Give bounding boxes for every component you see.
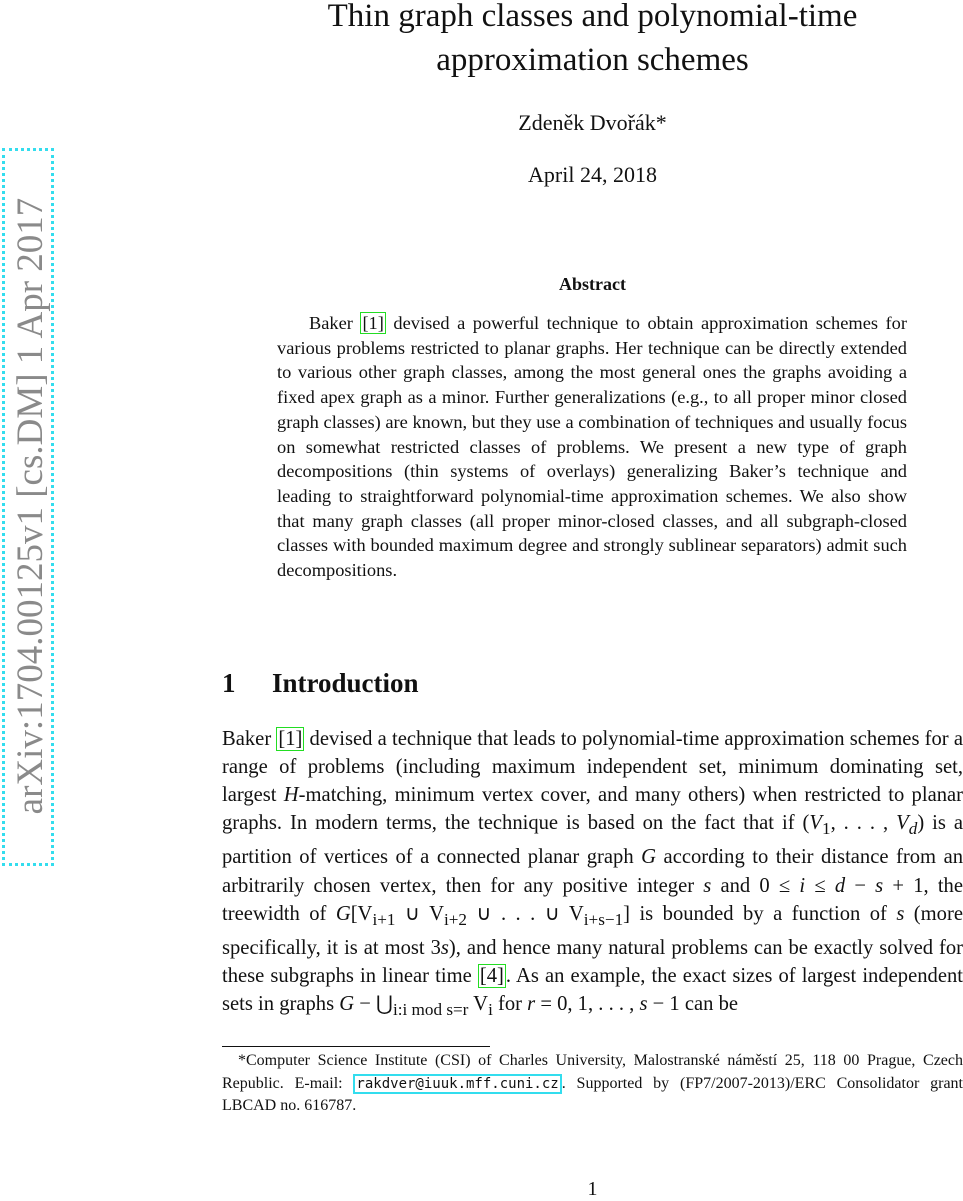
- section-title: Introduction: [272, 668, 419, 698]
- footnote-rule: [222, 1046, 490, 1047]
- abstract-text-part: devised a powerful technique to obtain approximation schemes for various problems restricted to planar graphs. Her technique can be directly extended to various other graph classes, among the most general ones the graphs avoiding a fixed apex graph as a minor. Further generalizations (e.g., to all proper minor closed graph classes) are known, but they use a combination of techniques and usually focus on somewhat restricted classes of problems. We present a new type of graph decompositions (thin systems of overlays) generalizing Baker’s technique and leading to straightforward polynomial-time approximation schemes. We also show that many graph classes (all proper minor-closed classes, and all subgraph-closed classes with bounded maximum degree and strongly sublinear separators) admit such decompositions.: [277, 313, 907, 581]
- footnote-text: . Supported by (FP7/2007-2013)/ERC Consolidator grant LBCAD no. 616787.: [222, 1074, 963, 1114]
- arxiv-identifier: arXiv:1704.00125v1 [cs.DM] 1 Apr 2017: [10, 197, 51, 815]
- abstract-text: [277, 311, 907, 583]
- paper-date: April 24, 2018: [528, 162, 657, 187]
- introduction-paragraph: Baker [1] devised a technique that leads to polynomial-time approximation schemes for a range of problems (including maximum independent set, minimum dominating set, largest H-matching, minimum vertex cover, and many others) when restricted to planar graphs. In modern terms, the technique is based on the fact that if ($V_1$, . . . , $V_d$) is a partition of vertices of a connected planar graph G according to their distance from an arbitrarily chosen vertex, then for any positive integer s and 0 ≤ i ≤ d − s + 1, the treewidth of $G[V_{i+1}$ ∪ $V_{i+2}$ ∪ . . . ∪ $V_{i+s-1}$] is bounded by a function of s (more specifically, it is at most 3s), and hence many natural problems can be exactly solved for these subgraphs in linear time [4]. As an example, the exact sizes of largest independent sets in graphs $G - ⋃_{i:i mod s=r}$ $V_i$ for r = 0, 1, . . . , s − 1 can be: [222, 728, 963, 1020]
- page-number: 1: [587, 1178, 598, 1200]
- citation-link[interactable]: [4]: [479, 964, 504, 987]
- author-name: Zdeněk Dvořák*: [518, 110, 667, 135]
- section-number: 1: [222, 668, 236, 698]
- abstract-text-part: Baker: [309, 313, 361, 333]
- email-link[interactable]: rakdver@iuuk.mff.cuni.cz: [353, 1074, 561, 1094]
- title-line-2: approximation schemes: [436, 42, 749, 78]
- abstract-heading: Abstract: [559, 274, 626, 294]
- title-line-1: Thin graph classes and polynomial-time: [327, 0, 858, 34]
- footnote-text: *Computer Science Institute (CSI) of Charles University, Malostranské náměstí 25, 118 00 Prague, Czech Republic. E-mail:: [222, 1052, 963, 1092]
- author-footnote: [222, 1050, 963, 1118]
- citation-link[interactable]: [1]: [278, 728, 303, 750]
- paper-title: [222, 0, 963, 82]
- section-heading: [222, 668, 419, 699]
- citation-link[interactable]: [1]: [362, 313, 384, 333]
